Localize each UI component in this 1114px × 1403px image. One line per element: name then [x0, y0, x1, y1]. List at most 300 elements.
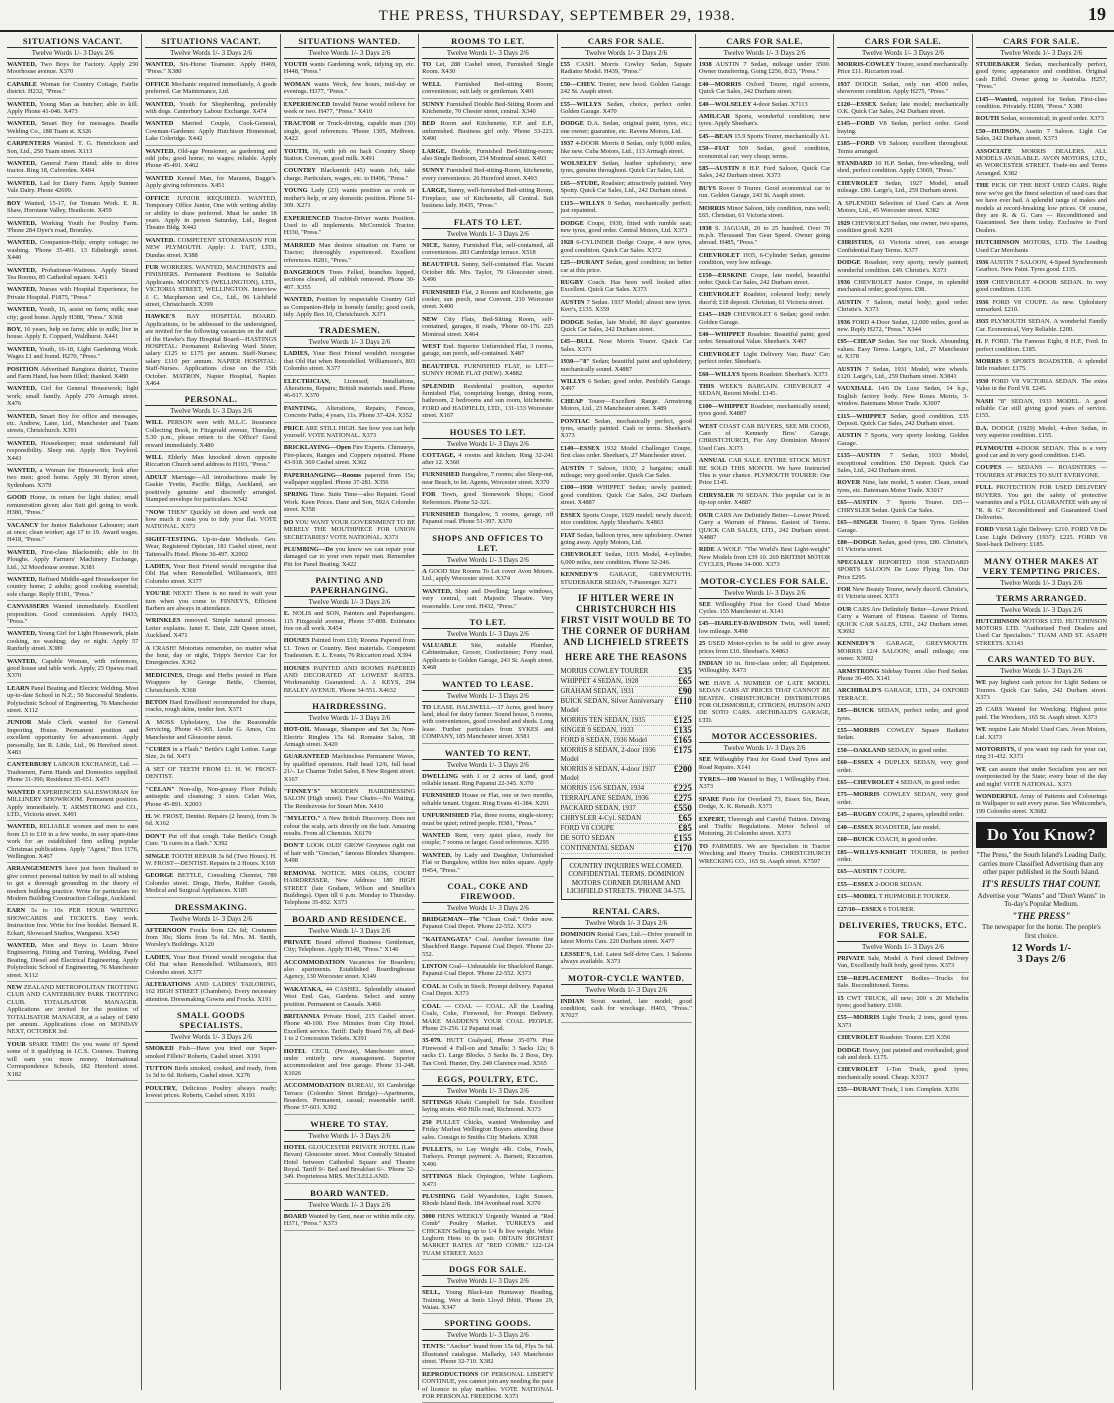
classified-ad: YOUR SPARE TIME! Do you waste it? Spend some of it qualifying in I.C.S. Courses. Training will earn you more money. International Correspondence Schools, 182 Hereford street. X182	[7, 1041, 138, 1081]
ad-keyword: YOUNG	[283, 187, 308, 195]
classified-ad: JUNIOR Male Clerk wanted for General Importing House. Permanent position and excellent opportunity for advancement. Apply personally, Ian R. Little, Ltd., 96 Hereford street. X483	[7, 719, 138, 759]
classified-ad: "FINNEY'S" MODERN HAIRDRESSING SALON (High street). Four Chairs—No Waiting. The Rendezvous for Smart Men. X410	[284, 788, 415, 813]
classified-ad: WANTED, Nurses with Hospital Experience, for Private Hospital. P1875, "Press."	[7, 286, 138, 304]
classified-ad: BRIDGEMAN—The "Clean Coal." Order now. Papanui Coal Depot. 'Phone 22-552. X373	[422, 916, 553, 934]
ad-keyword: WANTED	[145, 174, 174, 182]
section-heading: BOARD WANTED.	[284, 1186, 415, 1200]
ad-keyword: DWELLING	[422, 772, 458, 780]
ad-keyword: WE	[698, 679, 710, 687]
ad-keyword: TO	[422, 703, 432, 711]
classified-ad: FURNISHED Bungalow, 7 rooms; also Sleep-out, near Beach, to let. Agents, Worcester street. X370	[422, 471, 553, 489]
ad-keyword: YOUTH,	[283, 147, 309, 155]
classified-ad: WANTED Rent, very quiet place, ready for couple; 7 rooms or larger. Good references. X295	[422, 832, 553, 850]
classified-ad: RIDE A WOLF. "The World's Best Light-weight" New Models from £39 10. 269 BRITISH MOTOR CYCLES, Phone 34-000. X373	[699, 546, 830, 571]
ad-keyword: HUTCHINSON	[975, 617, 1020, 625]
ad-keyword: FURNISHED	[422, 288, 460, 296]
classified-ad: CHEAP Tourer—Excellent Range. Armstrong Motors, Ltd., 23 Manchester street. X489	[561, 398, 692, 416]
classified-ad: ACCOMMODATION Vacancies for Boarders; also apartments. Established Boardinghouse Agency, 130 Worcester street. X149	[284, 959, 415, 984]
rates-line: Twelve Words 1/- 3 Days 2/6	[422, 1086, 553, 1097]
ad-keyword: THIS	[698, 383, 715, 390]
ad-keyword: £140—ESSEX	[560, 444, 600, 452]
ad-keyword: BEAUTIFUL	[422, 261, 460, 269]
ad-keyword: INDIAN	[698, 659, 723, 667]
ad-keyword: HOUSES	[283, 637, 310, 645]
ad-keyword: WANTED,	[7, 823, 37, 831]
classified-ad: £25—DURANT Sedan, good condition; no better car at this price.	[561, 259, 692, 277]
section-heading: SMALL GOODS SPECIALISTS.	[145, 1008, 276, 1032]
classified-ad: HOTEL GLOUCESTER PRIVATE HOTEL (Late Bevan) Gloucester street. Most Centrally Situated Hotel between Cathedral Square and Theatre Royal. Tariff 9/- Bed and Breakfast 6/-. 'Phone 32-349. Proprietress MRS. McCLELLAND.	[284, 1144, 415, 1184]
ad-keyword: WANTED,	[7, 286, 37, 294]
ad-keyword: WILL	[145, 454, 163, 462]
ad-keyword: HOTEL	[283, 1143, 307, 1151]
ad-keyword: ASSOCIATE	[975, 147, 1013, 155]
classified-ad: WANTED, Housekeeper; must understand full responsibility. Sleep out. Apply Box Twyford. X443	[7, 440, 138, 465]
ad-keyword: TO	[422, 61, 432, 68]
classified-ad: 1936 AUSTIN 7 SALOON, 4-Speed Synchromesh Gearbox. New Paint. Tyres good. £135.	[976, 259, 1107, 277]
classified-ad: FURNISHED Flat, 2 Rooms and Kitchenette, gas cooker, sun porch, near Convent. 210 Worcester street. X400	[422, 289, 553, 314]
classified-ad: AUSTIN 7 Sports, very sporty looking. Golden Garage.	[837, 432, 968, 450]
classified-ad: WANTED, Companion-Help; empty cottage; no washing. 'Phone 35-491. 13 Edinburgh street. X440	[7, 239, 138, 264]
ad-keyword: £27/10—ESSEX	[837, 905, 882, 913]
ad-keyword: 1938	[698, 61, 712, 68]
ad-keyword: AUSTIN	[560, 298, 585, 306]
classified-ad: SITTINGS Khaki Campbell for Sale. Excellent laying strain. 460 Hills road, Richmond. X373	[422, 1099, 553, 1117]
classified-ad: £45—RUGBY COUPE, 2 spares, splendid order.	[837, 811, 968, 821]
masthead	[0, 0, 1114, 32]
classified-ad: CHRYSLER 70 SEDAN. This popular car is in tip-top order. X4887	[699, 492, 830, 510]
ad-keyword: YOUTH	[283, 61, 308, 68]
ad-keyword: SELL,	[422, 1289, 441, 1297]
classified-ad: ALTERATIONS AND LADIES' TAILORING, 162 HIGH STREET (Chambers). Every necessary attention. Dressmaking Gowns and Frocks. X191	[145, 981, 276, 1006]
classified-ad: WANTED, Six-Horse Teamster. Apply H469, "Press." X380	[145, 61, 276, 79]
ad-keyword: WANTED,	[7, 61, 37, 68]
ad-keyword: WANTED,	[7, 942, 37, 949]
ad-keyword: £25—DURANT	[560, 259, 604, 267]
classified-ad: NICE, Sunny, Furnished Flat, self-contained, all conveniences. 283 Cambridge terrace. X518	[422, 242, 553, 260]
classified-ad: COAL — COAL — COAL. All the Leading Coals, Coke, Firewood, for Prompt Delivery. MAKE MADDEN'S YOUR COAL PEOPLE. Phone 23-256. 12 Papanui road.	[422, 1003, 553, 1036]
ad-keyword: WANTED,	[7, 160, 37, 168]
ad-keyword: £145—FORD	[837, 120, 875, 128]
classified-ad: £65—AUSTIN 7 Sports Tourer. £65—CHRYSLER Sedan. Quick Car Sales.	[837, 499, 968, 517]
ad-keyword: £60—WILLYS	[698, 370, 740, 378]
ad-keyword: MORRIS-COWLEY	[837, 61, 895, 68]
classified-ad: £40—WOLSELEY 4-door Sedan. X7113	[699, 101, 830, 111]
ad-keyword: LINTON	[422, 963, 448, 971]
car-name: CONTINENTAL SEDAN	[560, 843, 635, 852]
classified-ad: YOU'RE NEXT! There is no need to wait your turn when you come to FINNEY'S, Efficient Barbers are always in attendance.	[145, 590, 276, 615]
ad-keyword: WE	[975, 726, 987, 734]
classified-ad: WANTED, Smart Boy for office and messages, etc. Andrew, Lane, Ltd., Manchester and Tuam streets, Christchurch. X391	[7, 413, 138, 438]
ad-keyword: £65—SINGER	[837, 519, 878, 527]
classified-ad: £50—HUDSON, Austin 7 Saloon. Light Car Sales, 242 Durham street. X373	[976, 128, 1107, 146]
ad-keyword: COUPES	[975, 464, 1002, 472]
ad-keyword: BETON	[145, 699, 168, 707]
ad-keyword: PRICE	[283, 424, 304, 432]
ad-keyword: £60—BUICK	[837, 836, 875, 844]
classified-ad: DOMINION Rental Cars, Ltd.—Drive yourself in latest Morris Cars. 220 Durham street. X477	[561, 931, 692, 949]
classified-ad: £55—MORRIS Light Truck; 2 tons, good tyres. X373	[837, 1014, 968, 1032]
rates-line: Twelve Words 1/- 3 Days 2/6	[145, 48, 276, 59]
classified-ad: SPECIALLY REPORTED 1938 STANDARD SPORTS SALOON De Luxe Flying Ten. Our Price £295.	[837, 559, 968, 584]
rates-line: Twelve Words 1/- 3 Days 2/6	[284, 713, 415, 724]
car-name: PACKARD SEDAN, 1937	[560, 803, 636, 812]
rates-line: Twelve Words 1/- 3 Days 2/6	[976, 48, 1107, 59]
classified-ad: WANTED, by Lady and Daughter, Unfurnished Flat or Bungalow, within two miles square. Apply H454, "Press."	[422, 852, 553, 877]
section-heading: PAINTING AND PAPERHANGING.	[284, 573, 415, 597]
classified-ad: BED Room and Kitchenette, F.P. and E.P., unfurnished. Business girl only. 'Phone 33-223. X490	[422, 120, 553, 145]
classified-ad: BRICKLAYING—Open Fire Experts. Chimneys, Fire-places, Ranges and Coppers repaired. Phone 43-918. 369 Cashel street. X362	[284, 444, 415, 469]
price-row	[561, 667, 692, 677]
ad-keyword: LESSEE'S,	[560, 950, 592, 958]
classified-ad: £27/10—ESSEX 6 TOURER.	[837, 906, 968, 916]
classified-ad: WANTED, Lad for Dairy Farm. Apply Sumner Vale Dairy. Phone 42699.	[7, 180, 138, 198]
classified-ad: EXPERT, Thorough and Careful Tuition. Driving and Traffic Regulations. Motor School of Motoring, 26 Colombo street. X373	[699, 816, 830, 841]
ad-keyword: £95—CHEAP	[837, 338, 876, 346]
classified-ad: OFFICE Mechanic required immediately, A grade preferred. Car Maintenance, Ltd.	[145, 81, 276, 99]
classified-ad: 1938 S. JAGUAR, 20 to 25 hundred. Over 70 m.p.h. Thousand Ton Gear Speed. Owner going abroad. H485, "Press."	[699, 225, 830, 250]
ad-keyword: £55—WILLYS	[560, 100, 602, 108]
ad-keyword: COAL	[422, 1002, 441, 1010]
ad-keyword: STUDEBAKER	[975, 61, 1020, 68]
classified-ad: 1928 6-CYLINDER Dodge Coupe, 4 new tyres, good condition. Quick Car Sales. X372	[561, 239, 692, 257]
classified-ad: UNFURNISHED Flat, three rooms, single-storey; must be quiet; retired people. H381, "Press."	[422, 812, 553, 830]
rates-line: Twelve Words 1/- 3 Days 2/6	[976, 605, 1107, 616]
classified-ad: 3000 HENS WEEKLY Urgently Wanted at "Red Comb" Poultry Market. TURKEYS and CHICKEN Selling up to 1/4 lb live weight. White Leghorn Hens to 8s pair. OBTAIN HIGHEST MARKET RATES AT "RED COMB." 122-124 TUAM STREET. X633	[422, 1213, 553, 1260]
rates-line: Twelve Words 1/- 3 Days 2/6	[422, 555, 553, 566]
classified-ad: LADIES, Your Best Friend would recognise that Old Hat when Remodelled. Williamson's, 803 Colombo street. X377	[145, 563, 276, 588]
classified-ad: £65—SINGER Tourer; 6 Spare Tyres. Golden Garage.	[837, 519, 968, 537]
section-heading: SITUATIONS WANTED.	[284, 34, 415, 48]
ad-keyword: ALTERATIONS	[145, 981, 191, 988]
classified-ad: WANTED, Two Boys for Factory. Apply 250 Moorhouse avenue. X370	[7, 61, 138, 79]
ad-keyword: COAL	[422, 982, 441, 990]
classified-ad: 1930 FORD V8 VICTORIA SEDAN. The extra Value in the Ford V8. £245.	[976, 378, 1107, 396]
column-8	[973, 34, 1110, 1390]
rates-line: Twelve Words 1/- 3 Days 2/6	[422, 1330, 553, 1341]
promo-line: 12 Words 1/-	[1011, 941, 1072, 954]
classified-ad: 1936 FORD 4-Door Sedan, 12,000 miles, good as new. Reply H272, "Press." X344	[837, 319, 968, 337]
classified-ad: WILLYS 6 Sedan; good order. Penfold's Garage. X497	[561, 378, 692, 396]
car-name: MORRIS 8 SEDAN, 4-door 1937 Model	[560, 764, 656, 782]
rates-line: Twelve Words 1/- 3 Days 2/6	[422, 439, 553, 450]
ad-keyword: LADIES,	[145, 953, 171, 961]
ad-keyword: AFTERNOON	[145, 926, 187, 934]
rates-line: Twelve Words 1/- 3 Days 2/6	[284, 1200, 415, 1211]
ad-keyword: WANTED,	[7, 630, 37, 638]
ad-keyword: 1936	[837, 278, 851, 286]
classified-ad: VALUABLE Site, suitable Plumber, Cabinetmaker, Grocer, Confectioner; Ferry road. Applicants to Golden Garage, 243 St. Asaph street. X468	[422, 642, 553, 675]
classified-ad: WANTED, Old-age Pensioner, as gardening and odd jobs; good home; no wages; reliable. Apply Phone 45-491. X462	[145, 148, 276, 173]
section-heading: HAIRDRESSING.	[284, 699, 415, 713]
ad-keyword: PONTIAC	[560, 417, 590, 425]
ad-keyword: FIAT	[560, 531, 576, 539]
ad-keyword: 25	[975, 706, 983, 714]
classified-ad: OFFICE JUNIOR REQUIRED. WANTED, Temporary Office Junior, One with writing ability or ability to draw preferred. Must be under 18 years. Apply in person Saturday, Ltd., Regent Theatre Bldg. X442	[145, 195, 276, 235]
classified-ad: 1937 4-DOOR Morris 8 Sedan, only 9,000 miles, like new. Cuba Motors, Ltd., 113 Armagh street.	[561, 140, 692, 158]
section-heading: COAL, COKE AND FIREWOOD.	[422, 879, 553, 903]
ad-keyword: 1929	[837, 219, 851, 227]
price-row	[561, 794, 692, 804]
classified-ad: CANTERBURY LABOUR EXCHANGE, Ltd. — Tradesmen, Farm Hands and Domestics supplied. Phone 31-396; Residence 35-651. X473	[7, 761, 138, 786]
section-heading: SITUATIONS VACANT.	[145, 34, 276, 48]
car-price: £125	[673, 714, 692, 725]
display-ad-subhead: HERE ARE THE REASONS	[565, 651, 688, 662]
classified-ad: PONTIAC Sedan, mechanically perfect, good tyres, smartly painted. Cash or terms. Sheehan's. X373	[561, 418, 692, 443]
ad-keyword: THE	[975, 182, 990, 190]
classified-ad: £185—FORD V8 Saloon; excellent throughout. Terms arranged.	[837, 140, 968, 158]
classified-ad: HOTEL CECIL (Private), Manchester street, under entirely new management. Superior accommodation and free garage. Phone 31-248. X1026	[284, 1048, 415, 1081]
ad-keyword: RUGBY	[560, 278, 584, 286]
classified-ad: ANNUAL CAR SALE. ENTIRE STOCK MUST BE SOLD THIS MONTH. We have Instructed This is your chance. PLYMOUTH TOURER: Our Price £145.	[699, 457, 830, 490]
section-heading: CARS FOR SALE.	[561, 34, 692, 48]
ad-keyword: WEST	[698, 422, 718, 430]
price-list	[561, 667, 692, 854]
ad-keyword: 35-079.	[422, 1037, 442, 1045]
car-price: £135	[673, 724, 692, 735]
ad-keyword: FOR	[422, 491, 436, 499]
ad-keyword: HOTEL	[283, 1047, 307, 1055]
price-row	[561, 697, 692, 716]
ad-keyword: SINGLE	[145, 852, 170, 860]
ad-keyword: TUTTON	[145, 1065, 173, 1073]
classified-ad: "CURES in a Flash." Bettle's Light Lotion. Large Size, 2s 6d. X471	[145, 746, 276, 764]
classified-ad: GOOD Home, in return for light duties; small remuneration given; also Suit girl going to work. H380, "Press."	[7, 494, 138, 519]
classified-ad: LADIES, Your Best Friend would recognise that Old Hat when Remodelled. Williamson's, 803 Colombo street. X377	[145, 954, 276, 979]
classified-ad: INDIAN Scout wanted, late model; good condition; cash for wreckage. H403, "Press." X7027	[561, 998, 692, 1023]
ad-keyword: WANTED,	[7, 100, 37, 108]
classified-ad: PAPERHANGING—Rooms papered from 15s; wallpaper supplied. Phone 37-281. X356	[284, 472, 415, 490]
classified-ad: £145—1929 CHEVROLET 6 Sedan; good order. Golden Garage.	[699, 311, 830, 329]
ad-keyword: WRINKLES	[145, 617, 181, 625]
classified-ad: "CELAN" Non-slip, Non-greasy Floor Polish; antiseptic and cleansing; 3 sizes. Celan Wax, Phone 45-891. X2003	[145, 786, 276, 811]
ad-keyword: WANTED,	[7, 345, 37, 353]
car-name: BUICK SEDAN, Silver Anniversary Model	[560, 696, 664, 714]
classified-ad: £55 CASH. Morris Cowley Sedan, Square Radiator Model. H439, "Press."	[561, 61, 692, 79]
classified-ad: 1937 DODGE Sedan, only run 4500 miles, showroom condition. Apply H275, "Press."	[837, 81, 968, 99]
ad-keyword: SPRING	[283, 491, 308, 499]
ad-keyword: TYRES—100	[698, 776, 737, 784]
price-row	[561, 844, 692, 854]
ad-keyword: MEDICINES,	[145, 671, 184, 679]
classified-ad: SIGHT-TESTING. Up-to-date Methods. Geo. Wear, Registered Optician, 181 Cashel street, next Tattersall's Hotel. Phone 36-497. X2002	[145, 536, 276, 561]
ad-keyword: DODGE	[837, 1046, 861, 1054]
ad-keyword: TENTS:	[422, 1343, 446, 1351]
ad-keyword: NASH	[975, 397, 994, 405]
ad-keyword: FUR	[145, 263, 159, 271]
ad-keyword: WE	[975, 765, 987, 773]
classified-ad: WANTED, Smart Boy for messages. Beadle Welding Co., 188 Tuam st. X326	[7, 120, 138, 138]
ad-keyword: £60—ESSEX	[837, 759, 874, 767]
ad-keyword: FOR	[837, 585, 851, 593]
ad-keyword: 1937	[560, 140, 574, 148]
ad-keyword: H.	[145, 812, 152, 820]
section-heading: RENTAL CARS.	[561, 904, 692, 918]
ad-keyword: WANTED,	[7, 439, 37, 447]
ad-keyword: VAUXHALL	[837, 385, 873, 393]
classified-ad: PRICE ARE STILL HIGH. See how you can help yourself. VOTE NATIONAL. X373	[284, 425, 415, 443]
ad-keyword: DODGE	[560, 318, 584, 326]
classified-ad: "NOW THEN" Quickly sit down and work out how much it costs you to tidy your flat. VOTE NATIONAL. X373	[145, 509, 276, 534]
classified-ad: D.A. DODGE (1929) Model, 4-door Sedan, in very superior condition. £155.	[976, 425, 1107, 443]
classified-ad: WILL PERSON seen with M.L.C. Insurance Collecting Book, in Fitzgerald avenue, Thursday, 5.30 p.m., please return to the Office? Good reward immediately. X480	[145, 419, 276, 452]
ad-keyword: £45—RUGBY	[837, 811, 877, 819]
ad-keyword: LARGE,	[422, 187, 447, 195]
classified-ad: £75—MORRIS COWLEY SEDAN, very good order.	[837, 791, 968, 809]
display-ad-headline: IF HITLER WERE IN CHRISTCHURCH HIS FIRST VISIT WOULD BE TO THE CORNER OF DURHAM AND LICHFIELD STREETS	[560, 592, 692, 647]
classified-ad: COUNTRY Blacksmith (45) wants Job, take charge. Particulars, wages, etc. to H496, "Press."	[284, 167, 415, 185]
classified-ad: WONDERFUL Array of Patterns and Colourings in Wallpaper to suit every purse. See Whitcombe's, 199 Colombo street. X3682	[976, 793, 1107, 818]
ad-keyword: A	[145, 765, 150, 773]
ad-keyword: EXPERIENCED	[283, 100, 331, 108]
ad-keyword: WANTED,	[145, 100, 176, 108]
section-heading: MANY OTHER MAKES AT VERY TEMPTING PRICES.	[976, 554, 1107, 578]
ad-keyword: £45—BULL	[560, 338, 594, 346]
ad-keyword: ADULT	[145, 473, 168, 481]
classified-ad: BRITANNIA Private Hotel, 215 Cashel street. Phone 40-100. Five Minutes from City Hotel. Excellent service. Tariff: Daily Board 7/6, all Bed-1 to 2 Concession Tickets. X391	[284, 1013, 415, 1046]
section-heading: WANTED TO RENT.	[422, 746, 553, 760]
classified-ad: CHEVROLET 1-Ton Truck, good tyres; mechanically sound. Cheap. X3317	[837, 1066, 968, 1084]
promo-line: "The Press," the South Island's Leading Daily, carries more Classified Advertising than any other paper published in the South Island.	[976, 851, 1106, 877]
ad-keyword: HOT-OIL	[283, 726, 312, 734]
classified-ad: FURNISHED House or Flat, one or two months, reliable tenant. Urgent. Ring Evans 41-384. X291	[422, 792, 553, 810]
ad-keyword: 1930	[975, 377, 989, 385]
classified-ad: £140—ESSEX 1932 Model Challenger Coupe, first class order. Sheehan's, 27 Manchester street.	[561, 445, 692, 463]
classified-ad: YOUTH, 16, with job on hack Country Sheep Station. Cowman, good milk. X491	[284, 148, 415, 166]
page-number: 19	[1088, 4, 1106, 24]
rates-line: Twelve Words 1/- 3 Days 2/6	[422, 1276, 553, 1287]
car-price: £110	[674, 695, 692, 706]
section-heading: FLATS TO LET.	[422, 215, 553, 229]
ad-keyword: WANTED,	[7, 306, 37, 314]
classified-ad: POSITION Advertised Rangiora district, Tractor and Farm Hand, has been filled; thanked. X480	[7, 366, 138, 384]
classified-ad: CHEVROLET 1935, 6-Cylinder Sedan, genuine condition, very low mileage.	[699, 252, 830, 270]
classified-ad: AUSTIN 7 Sedan. 1937 Model; almost new tyres. Kerr's, £135. X359	[561, 299, 692, 317]
classified-ad: MORRIS 8 SPORTS ROADSTER. A splendid little roadster. £175.	[976, 358, 1107, 376]
ad-keyword: MARRIED	[283, 241, 315, 249]
car-price: £200	[673, 763, 692, 774]
ad-keyword: INDIAN	[560, 997, 584, 1005]
price-row	[561, 736, 692, 746]
ad-keyword: CHEVROLET	[698, 350, 740, 358]
car-price: £225	[673, 782, 692, 793]
ad-keyword: £55	[560, 61, 571, 68]
ad-keyword: ELECTRICIAN,	[283, 377, 331, 385]
classified-ad: CHEVROLET Sedan, 1927 Model, small mileage. £80. Large's, Ltd., 259 Durham street.	[837, 180, 968, 198]
classified-ad: WANTED, Young Man as butcher; able to kill. Apply Phone 41-046. X473	[7, 101, 138, 119]
classified-ad: BUYS Rover 9 Tourer. Good economical car to run. Golden Garage, 243 St. Asaph street.	[699, 185, 830, 203]
classified-ad: WE pay highest cash prices for Light Sedans or Tourers. Quick Car Sales, 242 Durham street. X373	[976, 679, 1107, 704]
car-price: £170	[673, 842, 692, 853]
price-row	[561, 824, 692, 834]
ad-keyword: SEE	[698, 756, 711, 764]
classified-ad: DANGEROUS Trees Felled, branches lopped, sections cleared, all rubbish removed. Phone 30-407. X355	[284, 269, 415, 294]
classified-ad: £65—STUDE, Roadster; attractively painted. Very Spotty. Quick Car Sales, Ltd., 242 Durham street.	[561, 180, 692, 198]
ad-keyword: KENNEDY'S	[837, 640, 875, 648]
promo-line: IT'S RESULTS THAT COUNT.	[982, 879, 1101, 890]
classified-ad: THE PICK OF THE BEST USED CARS. Right now we've got the finest selection of used cars that we have ever had. A splendid range of makes and models at record-breaking low prices. Of course, they are R. & G. Cars — Reconditioned and Guaranteed. See them today. Exclusive to Ford Dealers.	[976, 182, 1107, 237]
ad-keyword: DON'T	[283, 842, 304, 850]
ad-keyword: AUSTIN	[560, 464, 585, 472]
ad-keyword: DOMINION	[560, 930, 596, 938]
classified-ad: 1936 FORD V8 COUPE. As new. Upholstery unmarked. £210.	[976, 299, 1107, 317]
classified-ad: FORD V8/68 Light Delivery: £210. FORD V8 De Luxe Light Delivery (1937): £225. FORD V8 Steel-back Delivery: £185.	[976, 526, 1107, 551]
ad-keyword: PAINTING,	[283, 404, 317, 412]
ad-keyword: NICE,	[422, 241, 440, 249]
ad-keyword: A	[145, 644, 150, 652]
rates-line: Twelve Words 1/- 3 Days 2/6	[145, 406, 276, 417]
classified-ad: POULTRY, Delicious Poultry always ready; lowest prices. Roberts, Cashel street. X191	[145, 1085, 276, 1103]
ad-keyword: REMOVAL	[283, 869, 317, 877]
ad-keyword: 1935	[975, 318, 989, 326]
classified-ad: 35-079. HUTT Coalyard, Phone 35-079. Pine Firewood 4 Full-on and Smalls: 3 Sacks 12s; 6 sacks £1. Large Blocks. 3 Sacks 8s. 2 Boss, Dry. Tan Cord. Hunter, Dry. 249 Clarence road. X565	[422, 1037, 553, 1070]
ad-keyword: LADIES,	[145, 562, 171, 570]
classified-ad: WEST End. Superior Unfurnished Flat, 3 rooms, garage, sun porch, self-contained. X487	[422, 343, 553, 361]
classified-ad: TO Let, 288 Cashel street, Furnished Single Room. X430	[422, 61, 553, 79]
ad-keyword: ACCOMMODATION	[283, 1082, 345, 1090]
classified-ad: DODGE D.A. Sedan, original paint, tyres, etc.; one owner; guarantee, etc. Ravens Motors, Ltd.	[561, 120, 692, 138]
section-heading: SITUATIONS VACANT.	[7, 34, 138, 48]
classified-ad: PLUMBING—Do you know we can repair your damaged car to your own repair man. Remember Pitt for Panel Beating. X422	[284, 546, 415, 571]
ad-keyword: SITTINGS	[422, 1173, 453, 1181]
classified-ad: TENTS: "Anchor" brand from 15s 6d, Flys 5s 6d. Illustrated catalogue. Mallarky, 143 Manchester street. 'Phone 32-710. X382	[422, 1343, 553, 1368]
section-heading: CARS FOR SALE.	[976, 34, 1107, 48]
classified-ad: £60—BUICK COACH, in good order.	[837, 836, 968, 846]
classified-ad: £100—WHIPPET Roadster, mechanically sound; tyres good. X4887	[699, 403, 830, 421]
car-price: £85	[678, 822, 692, 833]
rates-line: Twelve Words 1/- 3 Days 2/6	[976, 578, 1107, 589]
classified-ad: LESSEE'S, Ltd. Latest Self-drive Cars. 1 Saloons always available. X373	[561, 951, 692, 969]
ad-keyword: SEE	[698, 600, 711, 608]
classified-ad: NEW ZEALAND METROPOLITAN TROTTING CLUB AND CANTERBURY PARK TROTTING CLUB. TOTALISATOR MANAGER. Applications are invited for the position of TOTALISATOR MANAGER, at a salary of £400 per annum. Applications close on MONDAY NEXT, OCTOBER 3rd.	[7, 984, 138, 1039]
ad-keyword: £185—FORD	[837, 140, 875, 148]
ad-keyword: D.A.	[975, 424, 989, 432]
classified-ad: H. W. FROST, Dentist. Repairs (2 hours), from 3s 6d. X162	[145, 813, 276, 831]
classified-ad: PLUSHING Gold Wyandottes, Light Sussex. Rhode Island Reds. 184 Avonhead road. X370	[422, 1193, 553, 1211]
ad-keyword: FURNISHED	[422, 511, 460, 519]
classified-ad: FOR New Beauty Tourer, newly duco'd. Christie's, 61 Victoria street. X373	[837, 586, 968, 604]
classified-ad: BETON Hard Emollient! recommended for chaps, cracks, rough skins, tender feet. X371	[145, 699, 276, 717]
ad-keyword: BEAUTIFUL	[422, 362, 460, 370]
ad-keyword: £75—MORRIS	[837, 791, 880, 799]
ad-keyword: DO	[283, 518, 294, 526]
classified-ad: STUDEBAKER Sedan, mechanically perfect, good tyres; appearance and condition. Original cash Eiffel. Owner going to Australia. H257, "Press."	[976, 61, 1107, 94]
ad-keyword: £85—AUSTIN	[698, 165, 740, 173]
ad-keyword: YOU'RE	[145, 590, 171, 598]
ad-keyword: GUARANTEED	[283, 753, 330, 761]
classified-ad: WE can assure that under Socialism you are not overprotected by the State; every hour of the day and night! VOTE NATIONAL. X373	[976, 766, 1107, 791]
rates-line: Twelve Words 1/- 3 Days 2/6	[422, 229, 553, 240]
classified-ad: CARPENTERS Wanted. T. G. Henrickson and Son, Ltd., 250 Tuam street. X113	[7, 140, 138, 158]
classified-ad: FURNISHED Bungalow, 5 rooms, garage, off Papanui road. Phone 51-397. X370	[422, 511, 553, 529]
ad-keyword: ESSEX	[560, 511, 581, 519]
ad-keyword: CHRYSLER	[698, 491, 735, 499]
classified-ad: £55—ESSEX 2-DOOR SEDAN.	[837, 881, 968, 891]
rates-line: Twelve Words 1/- 3 Days 2/6	[145, 914, 276, 925]
section-heading: TRADESMEN.	[284, 323, 415, 337]
ad-keyword: £145—1929	[698, 311, 731, 319]
car-name: TERRAPLANE SEDAN, 1936	[560, 793, 649, 802]
ad-keyword: BOY,	[7, 325, 22, 333]
classified-ad: WILL Elderly Man knocked down opposite Riccarton Church send address to H193, "Press."	[145, 454, 276, 472]
ad-keyword: BRICKLAYING—Open	[283, 444, 351, 452]
classified-ad: EARN 5s to 10s PER HOUR WRITING SHOWCARDS and TICKETS. Easy work. Instruction free. Write for free booklet. Bernard R. Eckart, Showcard Studios, Wanganui. X543	[7, 907, 138, 940]
ad-keyword: "FINNEY'S"	[283, 788, 321, 796]
ad-keyword: 1936	[975, 298, 989, 306]
column-1	[4, 34, 142, 1390]
ad-keyword: "KAITANGATA"	[422, 935, 472, 943]
section-heading: BOARD AND RESIDENCE.	[284, 912, 415, 926]
classified-ad: £115—WILLYS 9 Sedan, mechanically perfect; just repainted.	[561, 200, 692, 218]
